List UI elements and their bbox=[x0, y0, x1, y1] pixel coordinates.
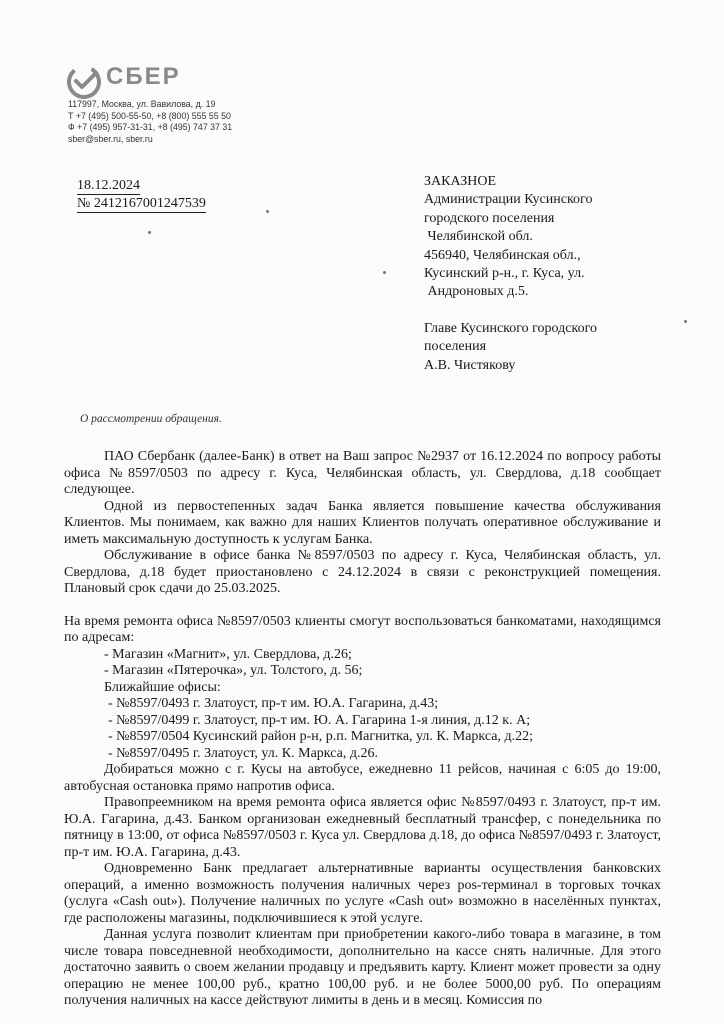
recipient-block bbox=[424, 173, 597, 375]
contact-phone: Т +7 (495) 500-55-50, +8 (800) 555 55 50 bbox=[68, 110, 231, 121]
paragraph: Одной из первостепенных задач Банка является повышение качества обслуживания Клиентов. Мы понимаем, как важно для наших Клиентов получать оперативное обслуживание и иметь максимальную доступность к услугам Банка. bbox=[64, 498, 661, 547]
recipient-line: городского поселения bbox=[424, 210, 555, 226]
office-list-item: - №8597/0493 г. Златоуст, пр-т им. Ю.А. Гагарина, д.43; bbox=[108, 696, 439, 711]
head-line: Главе Кусинского городского bbox=[424, 320, 597, 336]
sber-logo-icon bbox=[66, 64, 102, 100]
head-line: поселения bbox=[424, 339, 487, 355]
logo-wordmark: СБЕР bbox=[106, 63, 181, 90]
office-list-item: - №8597/0499 г. Златоуст, пр-т им. Ю. А. Гагарина 1-я линия, д.12 к. А; bbox=[108, 712, 531, 728]
letter-date: 18.12.2024 bbox=[77, 178, 140, 193]
recipient-line: Кусинский р-н., г. Куса, ул. bbox=[424, 266, 585, 282]
atm-list-item: - Магазин «Пятерочка», ул. Толстого, д. 56; bbox=[104, 663, 363, 678]
head-line: А.В. Чистякову bbox=[424, 357, 516, 373]
recipient-line: Челябинской обл. bbox=[424, 229, 533, 245]
office-list-item: - №8597/0504 Кусинский район р-н, р.п. Магнитка, ул. К. Маркса, д.22; bbox=[108, 729, 533, 744]
paragraph: Правопреемником на время ремонта офиса является офис №8597/0493 г. Златоуст, пр-т им. Ю.А. Гагарина, д.43. Банком организован ежедневный бесплатный трансфер, с понедельника по пятницу в 13:00, от офиса №8597/0503 г. Куса ул. Свердлова д.18, до офиса №8597/0493 г. Златоуст, пр-т им. Ю.А. Гагарина, д.43. bbox=[64, 795, 661, 860]
contact-fax: Ф +7 (495) 957-31-31, +8 (495) 747 37 31 bbox=[68, 122, 233, 133]
paragraph: ПАО Сбербанк (далее-Банк) в ответ на Ваш запрос №2937 от 16.12.2024 по вопросу работы офиса №8597/0503 по адресу г. Куса, Челябинская область, ул. Свердлова, д.18 сообщает следующее. bbox=[64, 449, 661, 497]
paragraph: Одновременно Банк предлагает альтернативные варианты осуществления банковских операций, а именно возможность получения наличных через pos-терминал в торговых точках (услуга «Cash out»). Получение наличных по услуге «Cash out» возможно в населённых пунктах, где расположены магазины, подключившиеся к этой услуге. bbox=[64, 861, 661, 926]
letter-subject: О рассмотрении обращения. bbox=[80, 413, 222, 425]
recipient-line: Андроновых д.5. bbox=[424, 284, 529, 300]
letter-number: № 2412167001247539 bbox=[77, 196, 206, 211]
recipient-line: Администрации Кусинского bbox=[424, 192, 593, 208]
date-block bbox=[77, 177, 206, 213]
recipient-line: ЗАКАЗНОЕ bbox=[424, 174, 497, 189]
sber-logo bbox=[66, 63, 181, 100]
paragraph: Добираться можно с г. Кусы на автобусе, ежедневно 11 рейсов, начиная с 6:05 до 19:00, автобусная остановка прямо напротив офиса. bbox=[64, 762, 661, 794]
letterhead-contacts bbox=[68, 99, 232, 145]
paragraph: Данная услуга позволит клиентам при приобретении какого-либо товара в магазине, в том числе товара повседневной необходимости, дополнительно на кассе снять наличные. Для этого достаточно заявить о своем желании продавцу и предъявить карту. Клиент может провести за одну операцию не менее 100,00 руб., кратно 100,00 руб. и не более 5000,00 руб. По операциям получения наличных на кассе действуют лимиты в день и в месяц. Комиссия по bbox=[64, 927, 661, 1008]
nearest-offices-heading: Ближайшие офисы: bbox=[104, 679, 221, 695]
recipient-line: 456940, Челябинская обл., bbox=[424, 247, 581, 263]
contact-address: 117997, Москва, ул. Вавилова, д. 19 bbox=[68, 99, 216, 109]
atm-list-item: - Магазин «Магнит», ул. Свердлова, д.26; bbox=[104, 646, 352, 662]
paragraph: На время ремонта офиса №8597/0503 клиенты смогут воспользоваться банкоматами, находящимся по адресам: bbox=[64, 613, 661, 645]
contact-email: sber@sber.ru, sber.ru bbox=[68, 133, 153, 144]
letter-body bbox=[64, 449, 661, 1010]
paragraph: Обслуживание в офисе банка №8597/0503 по адресу г. Куса, Челябинская область, ул. Свердлова, д.18 будет приостановлено с 24.12.2024 в связи с реконструкцией помещения. Плановый срок сдачи до 25.03.2025. bbox=[64, 548, 661, 596]
office-list-item: - №8597/0495 г. Златоуст, ул. К. Маркса, д.26. bbox=[108, 745, 378, 761]
